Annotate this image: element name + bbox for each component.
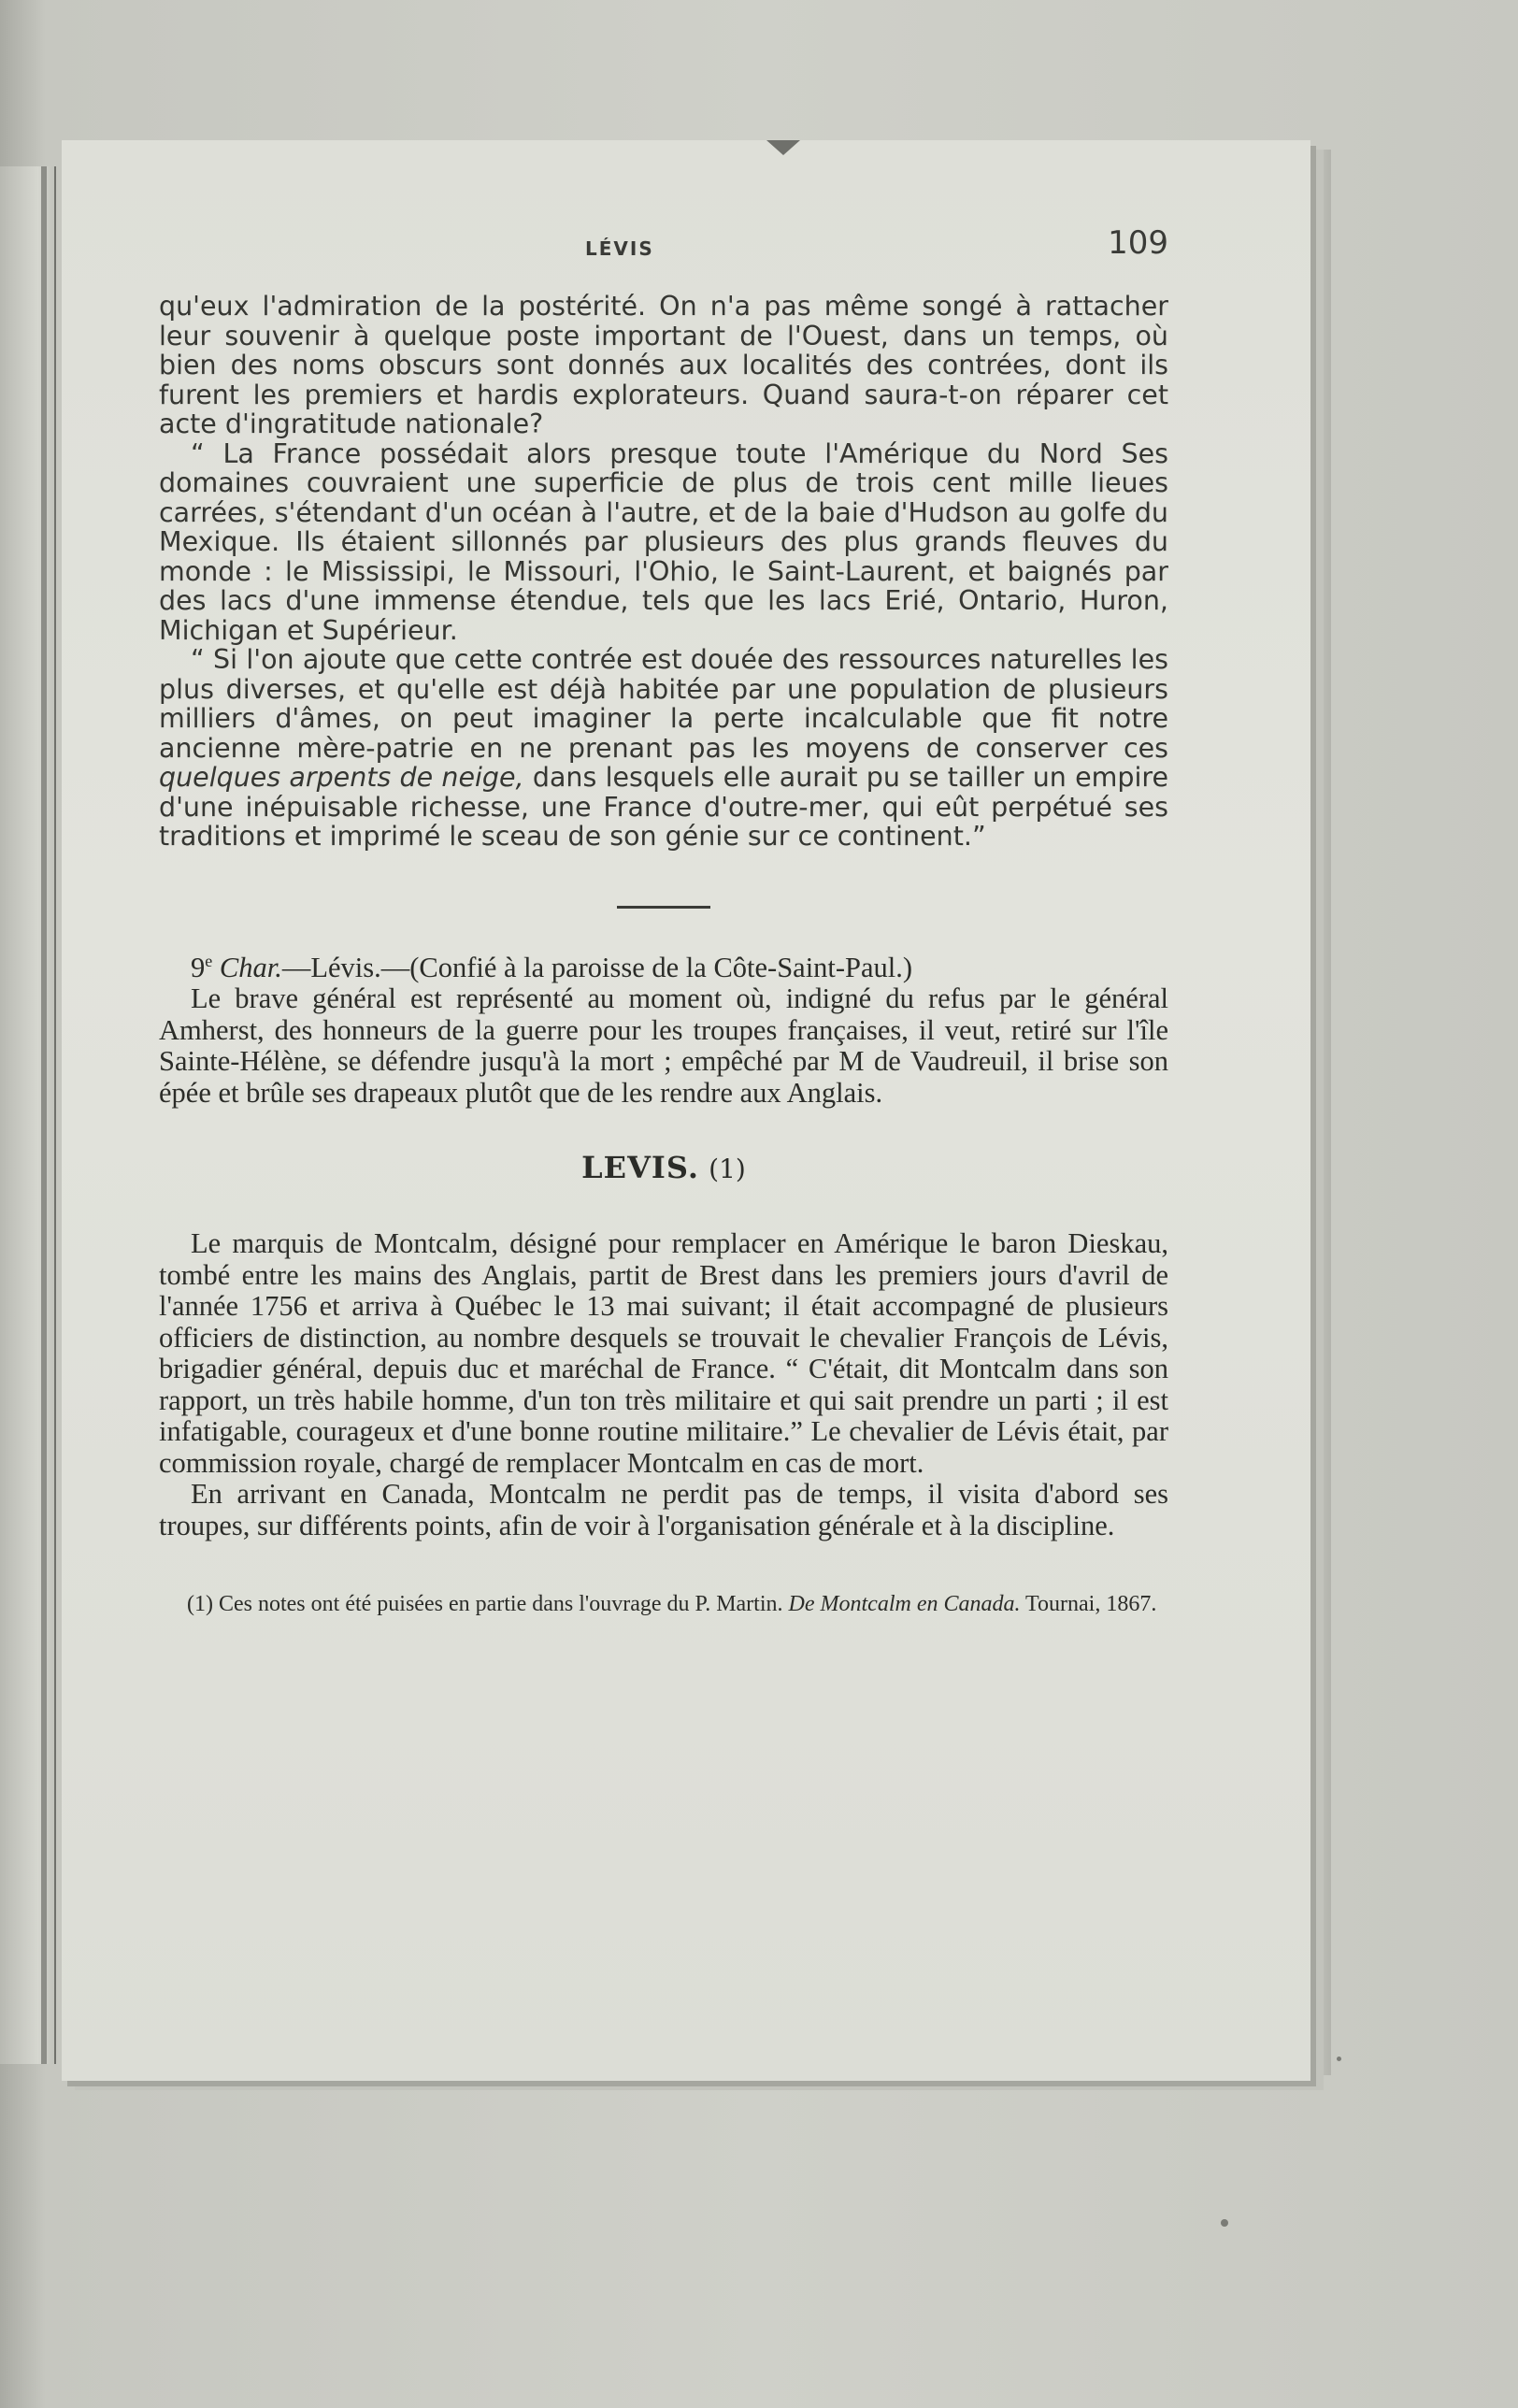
section-heading-name: LEVIS.	[581, 1150, 699, 1186]
footnote-imprint: Tournai, 1867.	[1020, 1592, 1157, 1617]
page-number: 109	[1108, 224, 1168, 262]
footnote-book-title: De Montcalm en Canada.	[788, 1592, 1021, 1617]
char-entry-title: —Lévis.—(Confié à la paroisse de la Côte-Saint-Paul.)	[281, 951, 913, 983]
body-paragraph-1: Le marquis de Montcalm, désigné pour remplacer en Amérique le baron Dieskau, tombé entre les mains des Anglais, partit de Brest dans les premiers jours d'avril de l'année 1756 et arriva à Québec le 13 mai suivant; il était accompagné de plusieurs officiers de distinction, au nombre desquels se trouvait le chevalier François de Lévis, brigadier général, depuis duc et maréchal de France. “ C'était, dit Montcalm dans son rapport, un très habile homme, d'un ton très militaire et qui sait prendre un parti ; il est infatigable, courageux et d'une bonne routine militaire.” Le chevalier de Lévis était, par commission royale, chargé de remplacer Montcalm en cas de mort.	[159, 1227, 1168, 1479]
facing-page-edge	[0, 166, 56, 2064]
quote-paragraph-2	[159, 645, 1168, 852]
facing-page-gutter	[41, 166, 47, 2064]
footnote-marker: (1)	[187, 1592, 213, 1617]
section-divider-rule	[617, 906, 710, 909]
footnote-text: Ces notes ont été puisées en partie dans l'ouvrage du P. Martin.	[212, 1592, 789, 1617]
quote-text-b: dans lesquels elle aurait pu se tailler un empire d'une inépuisable richesse, une France d'outre-mer, qui eût perpétué ses traditions et imprimé le sceau de son génie sur ce continent.”	[159, 762, 1168, 852]
char-entry-heading	[159, 946, 1168, 984]
page-notch-mark	[766, 140, 800, 155]
running-head-title: LÉVIS	[585, 237, 654, 260]
page-fore-edge	[1309, 150, 1331, 2075]
quote-text-a: “ Si l'on ajoute que cette contrée est douée des ressources naturelles les plus diverses, et qu'elle est déjà habitée par une population de plusieurs milliers d'âmes, on peut imaginer la perte incalculable que fit notre ancienne mère-patrie en ne prenant pas les moyens de conserver ces	[159, 644, 1168, 764]
quote-italic-phrase: quelques arpents de neige,	[159, 762, 524, 793]
char-label: Char.	[219, 951, 282, 983]
quote-paragraph-1: “ La France possédait alors presque toute l'Amérique du Nord Ses domaines couvraient une superficie de plus de trois cent mille lieues carrées, s'étendant d'un océan à l'autre, et de la baie d'Hudson au golfe du Mexique. Ils étaient sillonnés par plusieurs des plus grands fleuves du monde : le Mississipi, le Missouri, l'Ohio, le Saint-Laurent, et baignés par des lacs d'une immense étendue, tels que les lacs Erié, Ontario, Huron, Michigan et Supérieur.	[159, 437, 1168, 646]
scan-speck	[1221, 2219, 1228, 2227]
paragraph-continuation: qu'eux l'admiration de la postérité. On n'a pas même songé à rattacher leur souvenir à quelque poste important de l'Ouest, dans un temps, où bien des noms obscurs sont donnés aux localités des contrées, dont ils furent les premiers et hardis explorateurs. Quand saura-t-on réparer cet acte d'ingratitude nationale?	[159, 291, 1168, 439]
section-heading	[159, 1150, 1168, 1185]
scan-speck	[1337, 2057, 1341, 2061]
footnote	[159, 1590, 1168, 1618]
char-number-superscript: e	[205, 951, 213, 970]
char-number: 9	[191, 951, 206, 983]
body-paragraph-2: En arrivant en Canada, Montcalm ne perdit pas de temps, il visita d'abord ses troupes, sur différents points, afin de voir à l'organisation générale et à la discipline.	[159, 1478, 1168, 1541]
running-head	[159, 224, 1168, 271]
page-content	[159, 224, 1168, 1618]
char-entry-description: Le brave général est représenté au moment où, indigné du refus par le général Amherst, des honneurs de la guerre pour les troupes françaises, il veut, retiré sur l'île Sainte-Hélène, se défendre jusqu'à la mort ; empêché par M de Vaudreuil, il brise son épée et brûle ses drapeaux plutôt que de les rendre aux Anglais.	[159, 982, 1168, 1109]
footnote-reference: (1)	[709, 1154, 746, 1185]
